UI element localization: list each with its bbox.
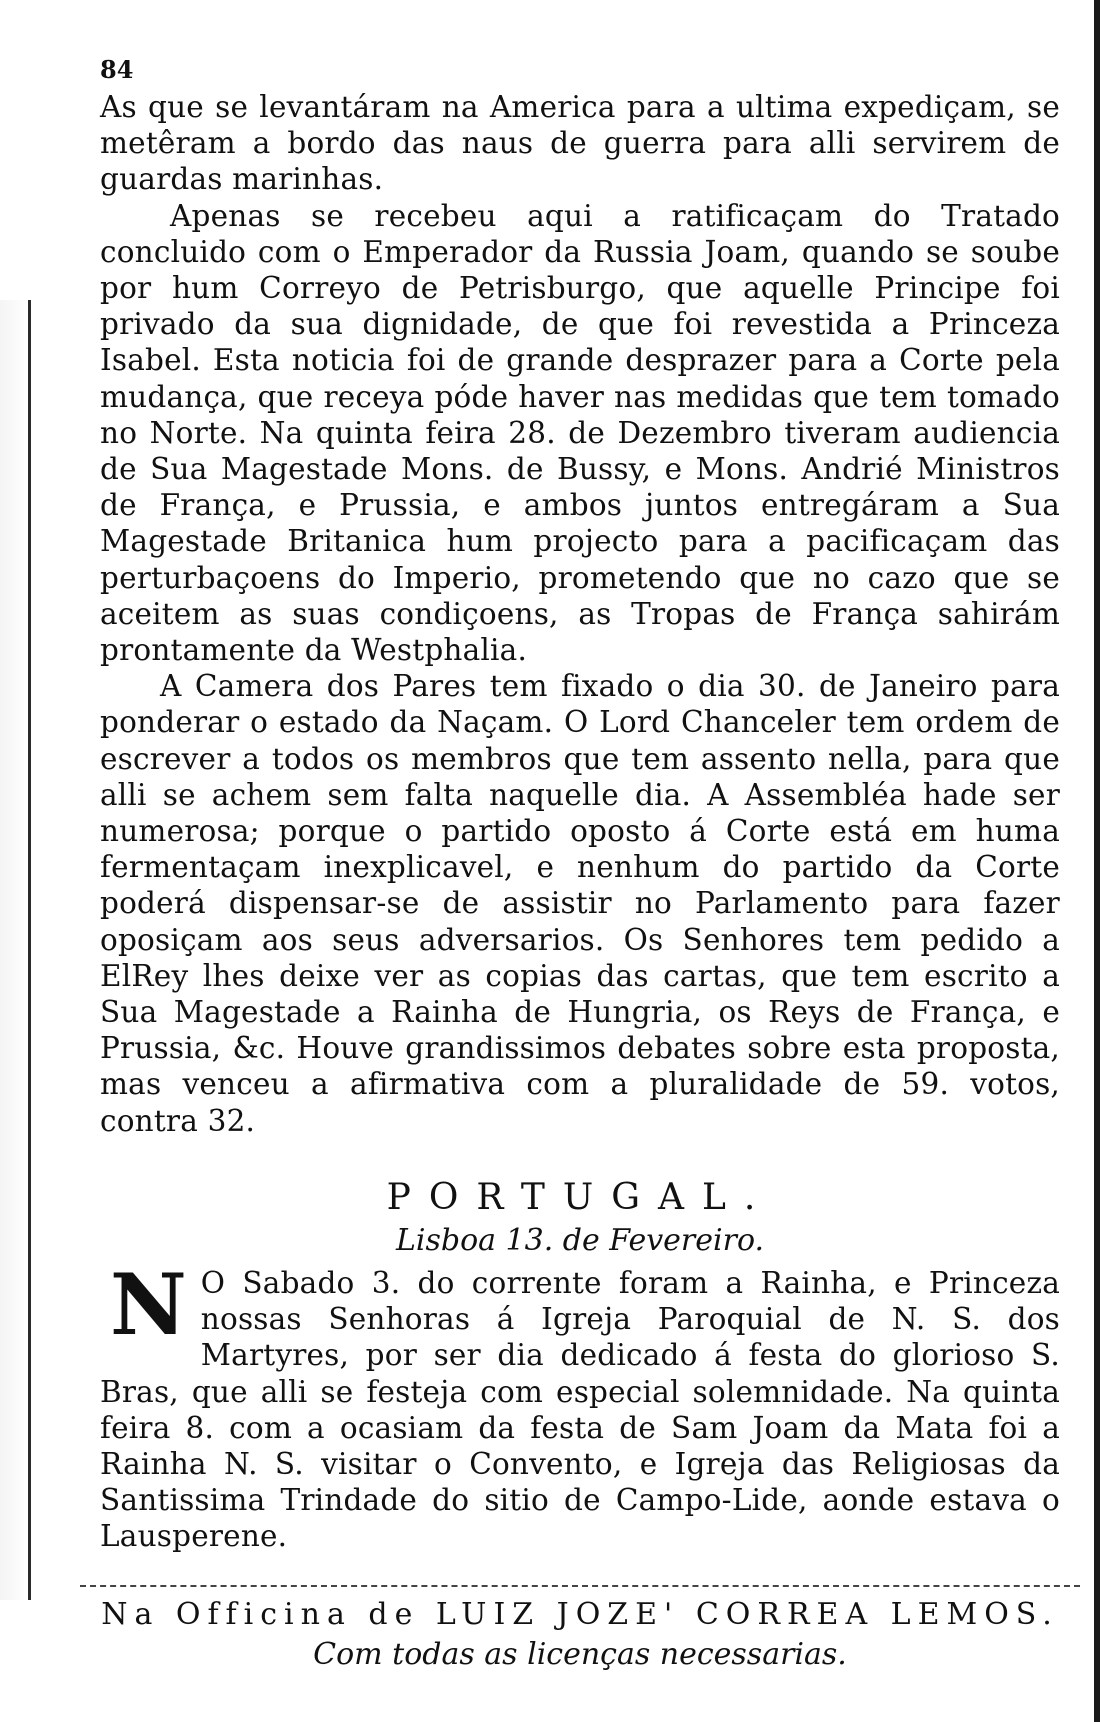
paragraph-2: Apenas se recebeu aqui a ratificaçam do Tratado concluido com o Emperador da Russia Joam, quando se soube por hum Correyo de Petrisburgo, que aquelle Principe foi privado da sua dignidade, de que foi revestida a Princeza Isabel. Esta noticia foi de grande desprazer para a Corte pela mudança, que receya póde haver nas medidas que tem tomado no Norte. Na quinta feira 28. de Dezembro tiveram audiencia de Sua Magestade Mons. de Bussy, e Mons. Andrié Ministros de França, e Prussia, e ambos juntos entregáram a Sua Magestade Britanica hum projecto para a pacificaçam das perturbaçoens do Imperio, prometendo que no cazo que se aceitem as suas condiçoens, as Tropas de França sahirám prontamente da Westphalia.: [100, 198, 1060, 668]
drop-cap: N: [110, 1254, 187, 1354]
dateline: Lisboa 13. de Fevereiro.: [395, 1222, 765, 1258]
document-page: [100, 55, 1060, 1677]
footer-divider: [80, 1585, 1080, 1587]
page-number: 84: [100, 55, 134, 84]
license-note: Com todas as licenças necessarias.: [313, 1636, 847, 1672]
section-body: O Sabado 3. do corrente foram a Rainha, e Princeza nossas Senhoras á Igreja Paroquial de N. S. dos Martyres, por ser dia dedicado á festa do glorioso S. Bras, que alli se festeja com especial solemnidade. Na quinta feira 8. com a ocasiam da festa de Sam Joam da Mata foi a Rainha N. S. visitar o Convento, e Igreja das Religiosas da Santissima Trindade do sitio de Campo-Lide, aonde estava o Lausperene.: [100, 1265, 1060, 1554]
paragraph-3: A Camera dos Pares tem fixado o dia 30. de Janeiro para ponderar o estado da Naçam. O Lord Chanceler tem ordem de escrever a todos os membros que tem assento nella, para que alli se achem sem falta naquelle dia. A Assembléa hade ser numerosa; porque o partido oposto á Corte está em huma fermentaçam inexplicavel, e nenhum do partido da Corte poderá dispensar-se de assistir no Parlamento para fazer oposiçam aos seus adversarios. Os Senhores tem pedido a ElRey lhes deixe ver as copias das cartas, que tem escrito a Sua Magestade a Rainha de Hungria, os Reys de França, e Prussia, &c. Houve grandissimos debates sobre esta proposta, mas venceu a afirmativa com a pluralidade de 59. votos, contra 32.: [100, 669, 1060, 1138]
printer-imprint: Na Officina de LUIZ JOZE' CORREA LEMOS.: [101, 1596, 1059, 1632]
section-body-block: [100, 1254, 1060, 1555]
page-edge-right: [1094, 0, 1100, 1722]
section-title: PORTUGAL.: [386, 1176, 774, 1218]
page-edge-left: [0, 300, 31, 1600]
paragraph-1: As que se levantáram na America para a ultima expediçam, se metêram a bordo das naus de guerra para alli servirem de guardas marinhas.: [100, 90, 1060, 197]
